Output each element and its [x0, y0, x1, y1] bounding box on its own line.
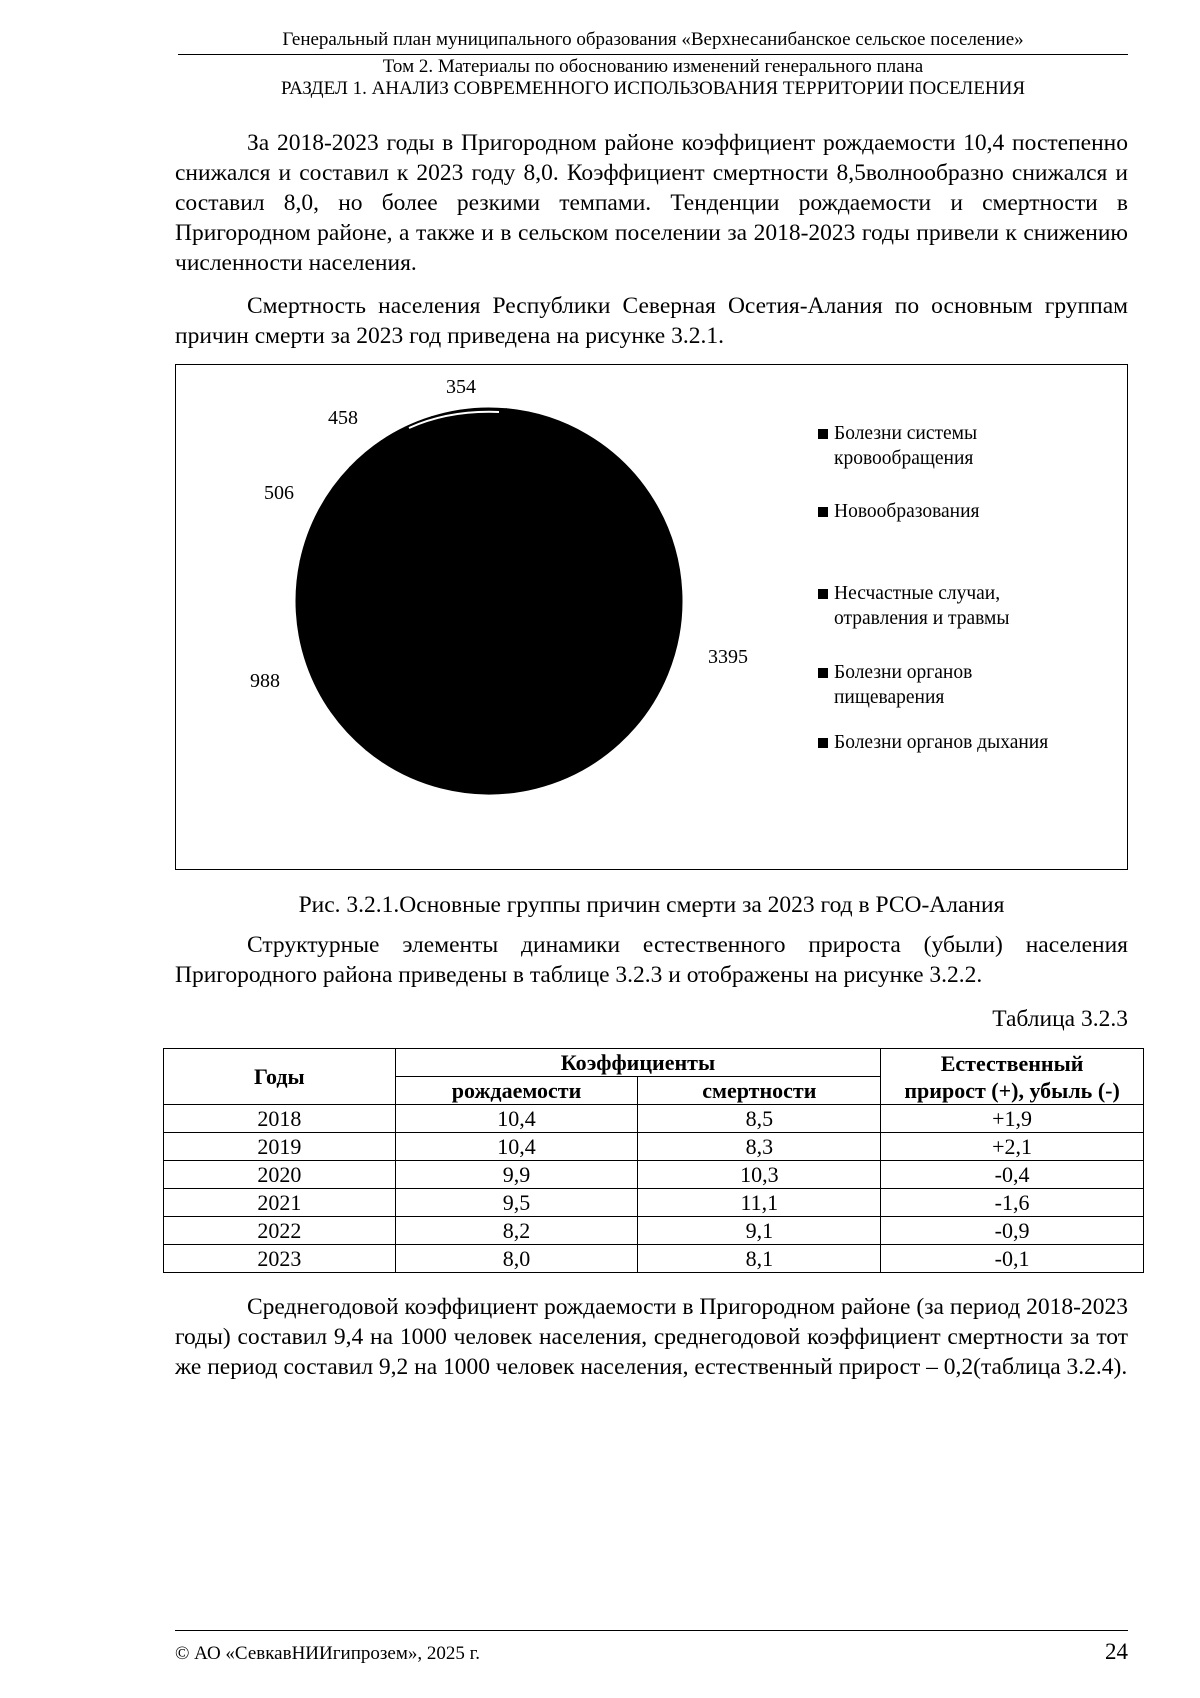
- table-row: [164, 1161, 1144, 1189]
- paragraph-mortality-intro: Смертность населения Республики Северная Осетия-Алания по основным группам причин смерти за 2023 год приведена на рисунке 3.2.1.: [175, 293, 1128, 349]
- data-label-neoplasms: 988: [250, 670, 280, 692]
- header-death-rate: смертности: [638, 1077, 881, 1105]
- cell-birth: 9,9: [395, 1161, 638, 1189]
- natural-growth-table: [163, 1048, 1144, 1273]
- legend-item-circulatory: [816, 421, 977, 471]
- figure-caption: Рис. 3.2.1.Основные группы причин смерти за 2023 год в РСО-Алания: [298, 892, 1005, 918]
- cell-death: 8,5: [638, 1105, 881, 1133]
- data-label-accidents: 506: [264, 482, 294, 504]
- header-section: РАЗДЕЛ 1. АНАЛИЗ СОВРЕМЕННОГО ИСПОЛЬЗОВАНИЯ ТЕРРИТОРИИ ПОСЕЛЕНИЯ: [280, 78, 1026, 99]
- legend-label-line: отравления и травмы: [834, 608, 1010, 629]
- legend-item-respiratory: [816, 730, 1048, 755]
- cell-growth: -0,4: [881, 1161, 1144, 1189]
- cell-year: 2021: [164, 1189, 396, 1217]
- legend-item-digestive: [816, 660, 972, 710]
- cell-year: 2019: [164, 1133, 396, 1161]
- header-natural-growth-line1: Естественный: [940, 1050, 1084, 1076]
- table-caption: Таблица 3.2.3: [992, 1006, 1128, 1032]
- cell-birth: 9,5: [395, 1189, 638, 1217]
- legend-label-line: пищеварения: [834, 687, 945, 708]
- cell-birth: 10,4: [395, 1133, 638, 1161]
- cell-birth: 8,0: [395, 1245, 638, 1273]
- cell-growth: +2,1: [881, 1133, 1144, 1161]
- header-birth-rate: рождаемости: [395, 1077, 638, 1105]
- legend-swatch-respiratory: [818, 738, 828, 748]
- table-row: [164, 1105, 1144, 1133]
- cell-death: 9,1: [638, 1217, 881, 1245]
- page-header: [178, 28, 1128, 101]
- legend-label-line: Несчастные случаи,: [834, 583, 1001, 604]
- cell-year: 2022: [164, 1217, 396, 1245]
- cell-birth: 10,4: [395, 1105, 638, 1133]
- header-natural-growth-line2: прирост (+), убыль (-): [904, 1077, 1120, 1103]
- data-label-respiratory: 354: [446, 376, 476, 398]
- cell-growth: -0,1: [881, 1245, 1144, 1273]
- legend-item-neoplasms: [816, 499, 980, 524]
- cell-birth: 8,2: [395, 1217, 638, 1245]
- cell-growth: +1,9: [881, 1105, 1144, 1133]
- legend-label-line: кровообращения: [834, 448, 974, 469]
- header-natural-growth: [881, 1049, 1144, 1105]
- paragraph-table-intro: Структурные элементы динамики естественного прироста (убыли) населения Пригородного района приведены в таблице 3.2.3 и отображены на рисунке 3.2.2.: [175, 932, 1128, 988]
- footer-copyright: © АО «СевкавНИИгипрозем», 2025 г.: [175, 1643, 480, 1664]
- header-volume: Том 2. Материалы по обоснованию изменений генерального плана: [382, 56, 924, 77]
- cell-growth: -1,6: [881, 1189, 1144, 1217]
- legend-swatch-circulatory: [818, 429, 828, 439]
- header-rule: [178, 54, 1128, 55]
- cell-year: 2018: [164, 1105, 396, 1133]
- cell-death: 10,3: [638, 1161, 881, 1189]
- header-coefficients: Коэффициенты: [395, 1049, 881, 1077]
- data-label-digestive: 458: [328, 407, 358, 429]
- table-row: [164, 1245, 1144, 1273]
- paragraph-birth-death-trends: За 2018-2023 годы в Пригородном районе коэффициент рождаемости 10,4 постепенно снижался и составил к 2023 году 8,0. Коэффициент смертности 8,5волнообразно снижался и составил 8,0, но более резкими темпами. Тенденции рождаемости и смертности в Пригородном районе, а также и в сельском поселении за 2018-2023 годы привели к снижению численности населения.: [175, 130, 1128, 276]
- header-years: Годы: [164, 1049, 396, 1105]
- table-row: [164, 1217, 1144, 1245]
- cell-death: 11,1: [638, 1189, 881, 1217]
- table-row: [164, 1133, 1144, 1161]
- legend-swatch-digestive: [818, 668, 828, 678]
- legend-item-accidents: [816, 581, 1010, 631]
- table-row: [164, 1189, 1144, 1217]
- cell-year: 2020: [164, 1161, 396, 1189]
- page-number: 24: [1105, 1639, 1128, 1664]
- legend-label-line: Болезни органов: [834, 662, 973, 683]
- cell-death: 8,3: [638, 1133, 881, 1161]
- header-title: Генеральный план муниципального образования «Верхнесанибанское сельское поселение»: [282, 29, 1024, 50]
- pie-chart-figure: [175, 364, 1128, 870]
- cell-growth: -0,9: [881, 1217, 1144, 1245]
- legend-label-line: Новообразования: [834, 501, 980, 522]
- cell-year: 2023: [164, 1245, 396, 1273]
- legend-label-line: Болезни органов дыхания: [834, 732, 1049, 753]
- paragraph-average-rates: Среднегодовой коэффициент рождаемости в Пригородном районе (за период 2018-2023 годы) составил 9,4 на 1000 человек населения, среднегодовой коэффициент смертности за тот же период составил 9,2 на 1000 человек населения, естественный прирост – 0,2(таблица 3.2.4).: [175, 1294, 1128, 1380]
- legend-swatch-accidents: [818, 589, 828, 599]
- cell-death: 8,1: [638, 1245, 881, 1273]
- page-footer: [175, 1630, 1128, 1664]
- data-label-circulatory: 3395: [708, 646, 748, 668]
- legend-label-line: Болезни системы: [834, 423, 978, 444]
- legend-swatch-neoplasms: [818, 507, 828, 517]
